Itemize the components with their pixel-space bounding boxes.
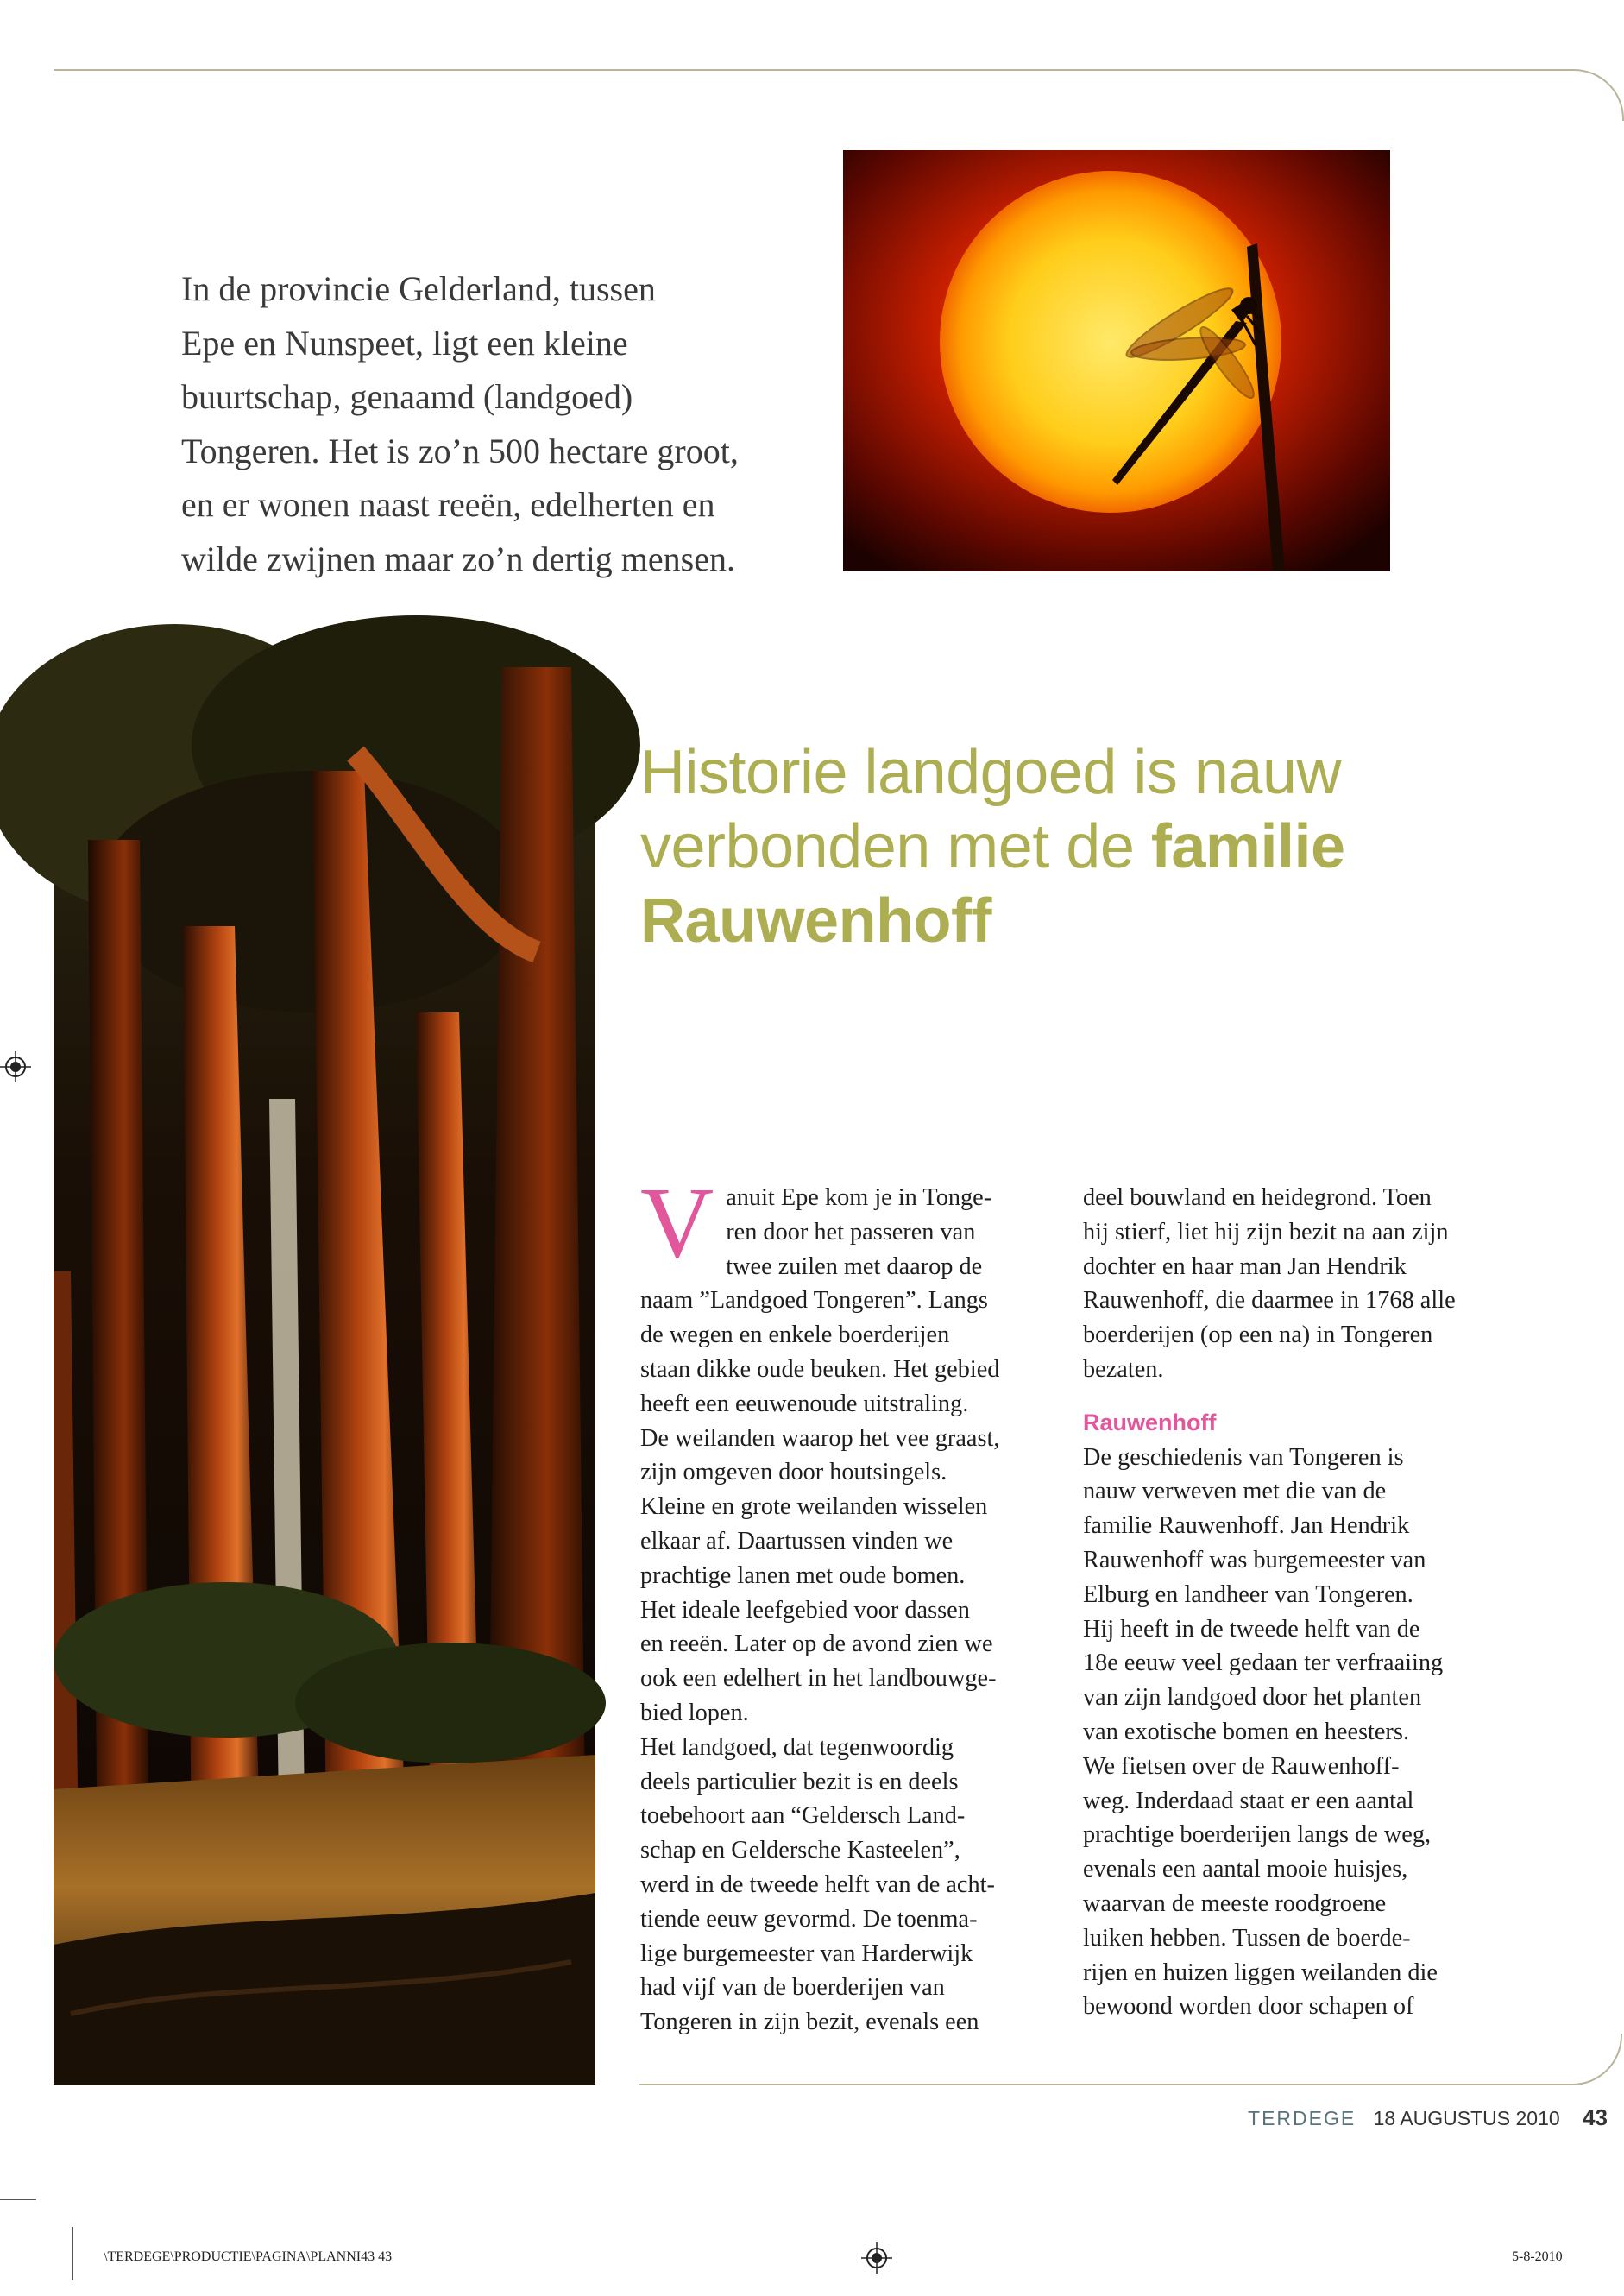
page-number: 43 [1583,2104,1608,2130]
body-line: ook een edelhert in het landbouwge- [640,1665,997,1693]
body-line: deels particulier bezit is en deels [640,1768,959,1795]
headline-line-1: Historie landgoed is nauw [640,738,1341,807]
body-line: bied lopen. [640,1699,749,1726]
intro-paragraph [181,262,820,586]
body-line: boerderijen (op een na) in Tongeren [1083,1321,1433,1349]
body-line: familie Rauwenhoff. Jan Hendrik [1083,1512,1410,1540]
body-line: waarvan de meeste roodgroene [1083,1889,1387,1917]
print-slug-path: \TERDEGE\PRODUCTIE\PAGINA\PLANNI43 43 [104,2249,393,2264]
body-line: De geschiedenis van Tongeren is [1083,1443,1404,1471]
body-line: elkaar af. Daartussen vinden we [640,1527,954,1555]
body-line: staan dikke oude beuken. Het gebied [640,1355,1000,1383]
intro-line: In de provincie Gelderland, tussen [181,269,656,308]
registration-mark-icon [0,1051,31,1087]
crop-mark [0,2199,36,2200]
body-line: schap en Geldersche Kasteelen”, [640,1837,960,1864]
body-line: bezaten. [1083,1355,1164,1383]
headline-line-2-bold: familie [1150,812,1345,881]
body-line: toebehoort aan “Geldersch Land- [640,1802,966,1830]
forest-trees-illustration [54,667,595,2085]
headline-line-3-bold: Rauwenhoff [640,886,991,956]
body-line: Het ideale leefgebied voor dassen [640,1596,970,1624]
body-line: heeft een eeuwenoude uitstraling. [640,1390,969,1417]
body-line: deel bouwland en heidegrond. Toen [1083,1184,1432,1211]
body-line: prachtige boerderijen langs de weg, [1083,1821,1432,1849]
body-column-right [1083,1181,1506,2024]
body-line: Tongeren in zijn bezit, evenals een [640,2009,979,2036]
dragonfly-sun-illustration [843,150,1390,571]
intro-line: Epe en Nunspeet, ligt een kleine [181,323,628,363]
intro-line: Tongeren. Het is zo’n 500 hectare groot, [181,431,739,470]
forest-sunset-photo [54,667,595,2085]
body-line: van zijn landgoed door het planten [1083,1684,1422,1712]
registration-mark-icon [861,2242,892,2278]
body-line: hij stierf, liet hij zijn bezit na aan zijn [1083,1218,1449,1246]
print-slug-date: 5-8-2010 [1512,2249,1563,2264]
magazine-name: TERDEGE [1248,2107,1356,2129]
body-line: twee zuilen met daarop de [726,1252,983,1280]
body-line: lige burgemeester van Harderwijk [640,1940,973,1967]
section-subhead: Rauwenhoff [1083,1409,1217,1435]
dragonfly-sun-photo [843,150,1390,571]
body-line: bewoond worden door schapen of [1083,1993,1414,2021]
body-line: evenals een aantal mooie huisjes, [1083,1856,1408,1883]
crop-mark [72,2227,73,2280]
body-line: luiken hebben. Tussen de boerde- [1083,1924,1411,1952]
page-folio [1248,2104,1608,2131]
body-line: van exotische bomen en heesters. [1083,1718,1409,1745]
body-line: anuit Epe kom je in Tonge- [726,1184,992,1211]
body-line: werd in de tweede helft van de acht- [640,1870,995,1898]
body-line: naam ”Landgoed Tongeren”. Langs [640,1287,988,1315]
bottom-border-rule [639,2034,1622,2085]
issue-date: 18 AUGUSTUS 2010 [1373,2107,1560,2129]
body-line: Hij heeft in de tweede helft van de [1083,1615,1420,1643]
body-column-left [640,1166,1063,2040]
top-border-rule [54,69,1624,121]
body-line: en reeën. Later op de avond zien we [640,1631,993,1658]
body-line: rijen en huizen liggen weilanden die [1083,1959,1438,1986]
body-line: 18e eeuw veel gedaan ter verfraaiing [1083,1649,1444,1677]
body-line: de wegen en enkele boerderijen [640,1321,950,1349]
body-line: had vijf van de boerderijen van [640,1974,945,2002]
intro-line: wilde zwijnen maar zo’n dertig mensen. [181,539,735,578]
body-line: dochter en haar man Jan Hendrik [1083,1252,1407,1280]
body-line: Rauwenhoff was burgemeester van [1083,1546,1426,1574]
body-line: Rauwenhoff, die daarmee in 1768 alle [1083,1287,1456,1315]
body-line: Het landgoed, dat tegenwoordig [640,1733,954,1761]
intro-line: en er wonen naast reeën, edelherten en [181,485,715,524]
body-line: We fietsen over de Rauwenhoff- [1083,1752,1400,1780]
body-line: De weilanden waarop het vee graast, [640,1424,1000,1452]
intro-line: buurtschap, genaamd (landgoed) [181,377,633,416]
headline-line-2-light: verbonden met de [640,812,1151,881]
body-line: Elburg en landheer van Tongeren. [1083,1580,1413,1608]
drop-cap: V [640,1166,714,1279]
article-headline [640,735,1555,958]
body-line: tiende eeuw gevormd. De toenma- [640,1905,978,1933]
body-line: nauw verweven met die van de [1083,1478,1387,1505]
body-line: prachtige lanen met oude bomen. [640,1561,966,1589]
body-line: Kleine en grote weilanden wisselen [640,1493,988,1521]
body-line: ren door het passeren van [726,1218,976,1246]
body-line: weg. Inderdaad staat er een aantal [1083,1787,1414,1814]
body-line: zijn omgeven door houtsingels. [640,1459,947,1486]
